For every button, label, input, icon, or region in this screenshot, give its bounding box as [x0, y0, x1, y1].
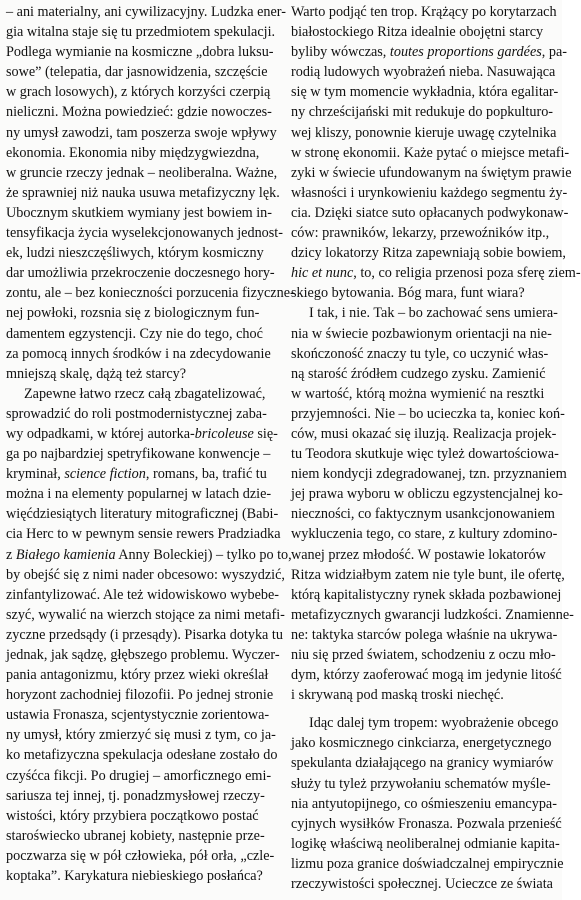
text-line: więćdziesiątych literatury mitograficznej (Babi- [6, 506, 279, 523]
text-line: tu Teodora skutkuje więc tyleż dowartościowa- [291, 446, 559, 463]
text-line: własności i urynkowieniu każdego segmentu ży- [291, 184, 568, 201]
text-line: można i na elementy popularnej w latach dzie- [6, 486, 272, 503]
text-line: którą kapitalistyczny rynek składa pozbawionej [291, 586, 562, 603]
text-line: w wartość, którą można wymienić na resztki [291, 385, 545, 402]
paragraph-gap [291, 705, 554, 713]
text-line: byliby wówczas, toutes proportions gardées, pa- [291, 44, 567, 61]
text-line: ców, musi okazać się iluzją. Realizacja projek- [291, 425, 557, 442]
text-line: zyczne przedsądy (i przesądy). Pisarka dotyka tu [6, 626, 283, 643]
text-line: ców: prawników, lekarzy, przewoźników itp., [291, 225, 550, 242]
paragraph [291, 2, 581, 303]
text-line: poczwarza się w pół człowieka, pół orła, „czle- [6, 847, 275, 864]
text-line: służy tu tyleż przywołaniu schematów myśle- [291, 775, 551, 792]
text-line: jako kosmicznego cinkciarza, energetycznego [291, 735, 552, 752]
text-line: horyzont zachodniej filozofii. Po jednej stronie [6, 687, 274, 704]
text-line: gia witalna staje się tu przedmiotem spekulacji. [6, 24, 276, 41]
text-line: wanej przez młodość. W postawie lokatorów [291, 546, 546, 563]
text-line: wej kliszy, ponownie kieruje uwagę czytelnika [291, 124, 557, 141]
text-line: w gruncie rzeczy jednak – neoliberalna. Ważne, [6, 164, 278, 181]
text-line: Ubocznym skutkiem wymiany jest bowiem in- [6, 204, 272, 221]
text-line: lizmu poza granice doświadczalnej empirycznie [291, 855, 564, 872]
text-line: w grach losowych), z których korzyści czerpią [6, 84, 271, 101]
text-line: damentem egzystencji. Czy nie do tego, choć [6, 325, 263, 342]
text-line: ek, ludzi nieszczęśliwych, którym kosmiczny [6, 245, 264, 262]
text-line: rodią ludowych wyobrażeń nieba. Nasuwająca [291, 64, 556, 81]
text-line: Podlega wymianie na kosmiczne „dobra luksu- [6, 44, 274, 61]
italic-phrase: toutes proportions gardées [389, 44, 542, 61]
text-line: skończoność znaczy tu tyle, co uczynić włas- [291, 345, 549, 362]
text-line: cia Herc to w pewnym sensie rewers Pradziadka [6, 526, 281, 543]
text-line: za pomocą innych środków i na zdecydowanie [6, 345, 271, 362]
text-line: I tak, i nie. Tak – bo zachować sens umiera- [309, 305, 558, 322]
left-column [6, 2, 295, 886]
text-line: hic et nunc, to, co religia przenosi poza sferę ziem- [291, 265, 581, 282]
text-line: niu się przed światem, schodzeniu z oczu mło- [291, 647, 556, 663]
text-line: koptaka”. Karykatura niebieskiego posłańca? [6, 868, 263, 885]
text-line: białostockiego Ritza idealnie obojętni starcy [291, 24, 544, 41]
text-line: ne: taktyka starców polega właśnie na ukrywa- [291, 626, 558, 643]
text-line: zinfantylizować. Ale też widowiskowo wybebe- [6, 586, 280, 603]
text-line: by obejść się z nimi nader obcesowo: wyszydzić, [6, 566, 285, 583]
text-line: dym, którzy zaoferować mogą im jedynie litość [291, 667, 562, 684]
paragraph [291, 713, 564, 894]
italic-title: Białego kamienia [15, 546, 116, 563]
text-line: Zapewne łatwo rzecz całą zbagatelizować, [24, 385, 266, 402]
text-line: sariusza tej innej, tj. ponadzmysłowej rzeczy- [6, 787, 265, 804]
text-line: sprowadzić do roli postmodernistycznej zaba- [6, 405, 267, 422]
text-line: się w tym momencie wykładnia, która egalitar- [291, 84, 559, 101]
text-line: zyki w świecie ufundowanym na świętym prawie [291, 164, 572, 181]
text-line: cyjnych wysiłków Fronasza. Pozwala przenieść [291, 815, 562, 832]
text-line: nieliczni. Można powiedzieć: gdzie nowoczes- [6, 104, 272, 121]
text-line: nieczności, co faktycznym usankcjonowaniem [291, 506, 555, 523]
paragraph [6, 2, 295, 384]
text-line: jej prawa wyboru w obliczu egzystencjalnej ko- [291, 486, 563, 503]
text-line: ustawia Fronasza, scjentystycznie zorientowa- [6, 707, 270, 724]
text-line: ga po najbardziej spetryfikowane konwencje – [6, 446, 271, 463]
text-line: przyjemności. Nie – bo ucieczka ta, koniec koń- [291, 405, 565, 422]
italic-term: bricoleuse [194, 425, 254, 442]
text-line: i skrywaną pod maską troski niechęć. [291, 687, 504, 704]
text-line: kryminał, science fiction, romans, ba, trafić tu [6, 466, 267, 483]
text-line: szyć, wywalić na wierzch stojące za nimi metafi- [6, 606, 285, 623]
text-line: w stronę ekonomii. Każe pytać o miejsce metafi- [291, 144, 570, 161]
text-line: dar umożliwia przekroczenie doczesnego hory- [6, 265, 275, 282]
text-line: sowe” (telepatia, dar jasnowidzenia, szczęście [6, 64, 268, 81]
text-line: wistości, który przybiera początkowo postać [6, 807, 259, 824]
right-column [291, 2, 581, 894]
text-line: tensyfikacja życia wyselekcjonowanych jednost- [6, 225, 283, 242]
text-line: ny chrześcijański mit redukuje do popkulturo- [291, 104, 554, 121]
paragraph [291, 303, 574, 705]
text-line: zontu, ale – bez konieczności porzucenia fizyczne- [6, 285, 295, 302]
text-line: z Białego kamienia Anny Boleckiej) – tylko po to, [6, 546, 292, 563]
text-line: ny umysł, który zmierzyć się musi z tym, co ja- [6, 727, 276, 744]
text-line: mniejszą skalę, dążą też starcy? [6, 365, 187, 382]
text-line: wykluczenia tego, co stare, z kultury zdomino- [291, 526, 558, 543]
text-line: nia w świecie pozbawionym orientacji na nie- [291, 325, 552, 342]
text-line: czyśćca fikcji. Po drugiej – amorficznego emi- [6, 767, 272, 784]
text-line: Warto podjąć ten trop. Krążący po korytarzach [291, 4, 557, 20]
text-line: rzeczywistości społecznej. Ucieczce ze świata [291, 876, 553, 893]
text-line: cia. Dzięki siatce suto opłacanych podwykonaw- [291, 204, 569, 221]
text-line: spekulanta działającego na granicy wymiarów [291, 755, 554, 772]
text-line: że sprawniej niż nauka usuwa metafizyczny lęk. [6, 184, 280, 201]
text-line: ny umysł zawodzi, tam poszerza swoje wpływy [6, 124, 277, 141]
text-line: staroświecko ubranej kobiety, następnie prze- [6, 827, 265, 844]
text-line: pania antagonizmu, który przez wieki określał [6, 667, 269, 684]
text-line: ną starość źródłem cudzego zysku. Zamienić [291, 365, 546, 382]
text-line: jednak, jak sądzę, głębszego problemu. Wyczer- [6, 647, 280, 663]
text-line: niem kondycji zdegradowanej, tzn. przyznaniem [291, 466, 567, 483]
text-line: nia antyutopijnego, co ośmieszeniu emancypa- [291, 795, 557, 812]
paragraph [6, 384, 292, 886]
text-line: Ritza widziałbym zatem nie tyle bunt, ile ofertę, [291, 566, 565, 583]
text-line: ekonomia. Ekonomia niby międzygwiezdna, [6, 144, 260, 161]
italic-phrase: hic et nunc [291, 265, 354, 282]
text-line: Idąc dalej tym tropem: wyobrażenie obcego [309, 715, 559, 732]
text-line: logikę właściwą neoliberalnej odmianie kapita- [291, 835, 560, 852]
text-line: – ani materialny, ani cywilizacyjny. Ludzka ener- [6, 4, 286, 20]
text-line: metafizycznych gwarancji ludzkości. Znamienne- [291, 606, 574, 623]
italic-term: science fiction [64, 466, 146, 483]
text-line: nej powłoki, rozsnia się z biologicznym fun- [6, 305, 260, 322]
text-line: ko metafizyczna spekulacja odesłane zostało do [6, 747, 278, 764]
text-line: skiego bytowania. Bóg mara, funt wiara? [291, 285, 525, 302]
text-line: wy odpadkami, w której autorka-bricoleuse się- [6, 425, 278, 442]
text-line: dzicy lokatorzy Ritza zapewniają sobie bowiem, [291, 245, 566, 262]
